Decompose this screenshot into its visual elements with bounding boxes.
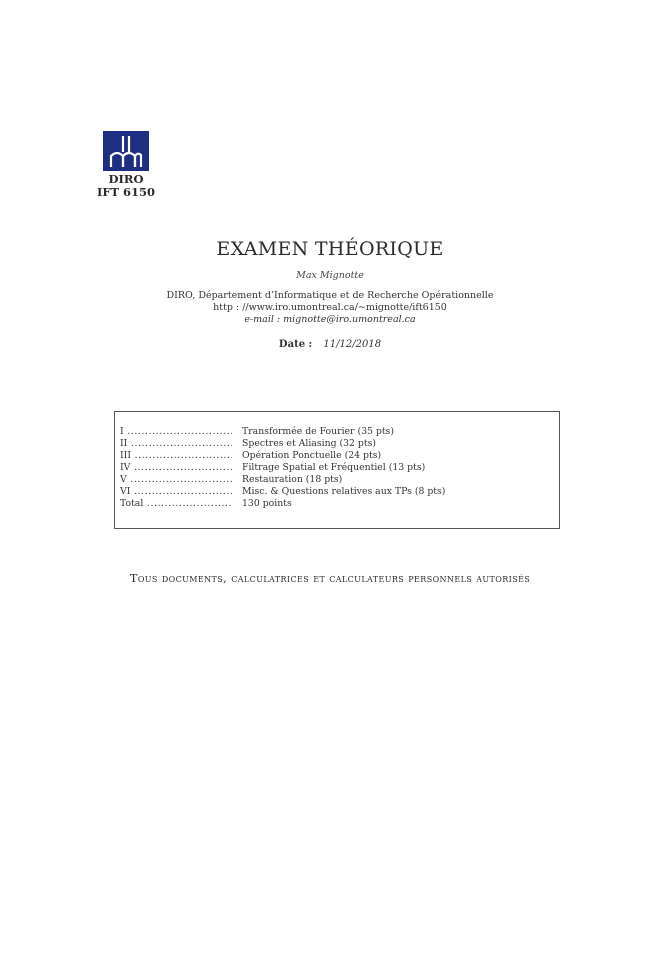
sections-box bbox=[114, 411, 560, 529]
section-topic: 130 points bbox=[242, 498, 292, 509]
section-topic: Filtrage Spatial et Fréquentiel (13 pts) bbox=[242, 462, 426, 473]
section-topic: Spectres et Aliasing (32 pts) bbox=[242, 438, 376, 449]
section-part: V ..... bbox=[120, 474, 232, 485]
logo-caption-line2: IFT 6150 bbox=[96, 185, 156, 199]
affiliation-url: http : //www.iro.umontreal.ca/∼mignotte/ift6150 bbox=[213, 302, 447, 313]
date-label: Date : bbox=[278, 339, 313, 350]
date-value: 11/12/2018 bbox=[323, 339, 382, 350]
diro-logo bbox=[103, 131, 149, 171]
diro-logo-mark bbox=[103, 131, 149, 171]
section-part: II ..... bbox=[120, 438, 232, 449]
section-topic: Misc. & Questions relatives aux TPs (8 pts) bbox=[242, 486, 446, 497]
section-part: VI ..... bbox=[120, 486, 232, 497]
logo-caption-line1: DIRO bbox=[108, 172, 144, 186]
section-part: Total ..... bbox=[120, 498, 232, 509]
section-part: IV ..... bbox=[120, 462, 232, 473]
affiliation-department: DIRO, Département d’Informatique et de Recherche Opérationnelle bbox=[166, 290, 494, 301]
affiliation-block bbox=[0, 290, 660, 326]
section-topic: Opération Ponctuelle (24 pts) bbox=[242, 450, 382, 461]
section-part: III ..... bbox=[120, 450, 232, 461]
logo-caption bbox=[80, 173, 172, 199]
exam-title: EXAMEN THÉORIQUE bbox=[216, 238, 444, 260]
affiliation-email: e-mail : mignotte@iro.umontreal.ca bbox=[244, 314, 416, 325]
allowed-materials-note: Tous documents, calculatrices et calculateurs personnels autorisés bbox=[129, 571, 531, 585]
author-name: Max Mignotte bbox=[296, 270, 364, 281]
section-part: I ..... bbox=[120, 426, 232, 437]
section-topic: Transformée de Fourier (35 pts) bbox=[242, 426, 394, 437]
section-topic: Restauration (18 pts) bbox=[242, 474, 343, 485]
exam-date bbox=[0, 339, 660, 350]
